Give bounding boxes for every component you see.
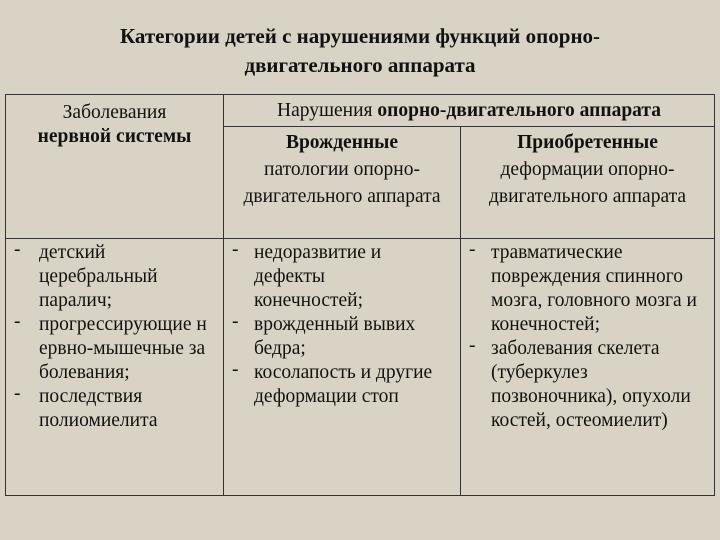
col3-header <box>461 127 715 239</box>
col3-header-bold: Приобретенные <box>517 132 658 153</box>
col3-header-rest: деформации опорно-двигательного аппарата <box>488 159 687 207</box>
categories-table <box>5 94 715 496</box>
slide-title <box>0 22 720 80</box>
col2-header-rest: патологии опорно-двигательного аппарата <box>243 159 441 207</box>
col2-header <box>224 127 461 239</box>
group-header-normal: Нарушения <box>276 100 378 121</box>
list-item: - заболевания скелета (туберкулез позвоночника), опухоли костей, остеомиелит) <box>469 337 710 433</box>
group-header <box>224 95 715 127</box>
list-item: - детский церебральный паралич; <box>14 241 209 313</box>
list-item: - недоразвитие и дефекты конечностей; <box>232 241 454 313</box>
list-item: - прогрессирующие нервно-мышечные заболевания; <box>14 313 209 385</box>
group-header-bold: опорно-двигательного аппарата <box>377 100 661 121</box>
col1-header-line1: Заболевания <box>62 102 167 123</box>
col1-header <box>6 95 224 239</box>
col1-body <box>6 239 224 496</box>
col2-header-bold: Врожденные <box>285 132 399 153</box>
list-item: - косолапость и другие деформации стоп <box>232 361 454 409</box>
list-item: - травматические повреждения спинного мозга, головного мозга и конечностей; <box>469 241 710 337</box>
col1-header-line2: нервной системы <box>37 126 192 147</box>
col3-body <box>461 239 715 496</box>
title-line-1: Категории детей с нарушениями функций опорно- <box>119 24 601 48</box>
list-item: - врожденный вывих бедра; <box>232 313 454 361</box>
list-item: - последствия полиомиелита <box>14 385 209 433</box>
col2-body <box>224 239 461 496</box>
title-line-2: двигательного аппарата <box>244 53 476 77</box>
